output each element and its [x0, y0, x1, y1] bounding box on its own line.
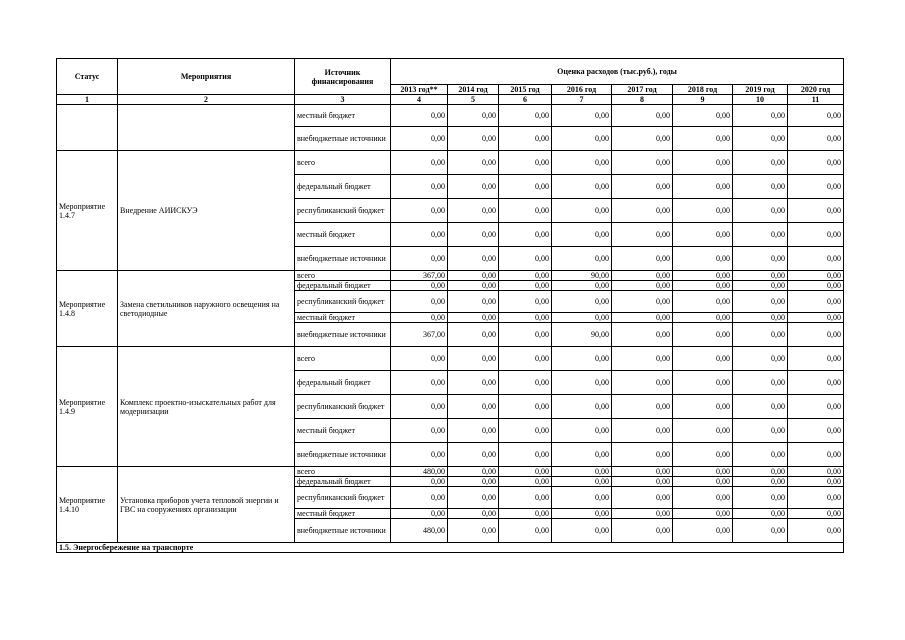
value-cell: 0,00	[448, 223, 499, 247]
value-cell: 0,00	[673, 467, 733, 477]
value-cell: 0,00	[612, 487, 673, 509]
value-cell: 0,00	[552, 467, 612, 477]
value-cell: 0,00	[552, 477, 612, 487]
value-cell: 0,00	[552, 281, 612, 291]
value-cell: 0,00	[788, 271, 844, 281]
value-cell: 0,00	[733, 151, 788, 175]
funding-source-cell: республиканский бюджет	[295, 199, 391, 223]
value-cell: 0,00	[391, 151, 448, 175]
value-cell: 0,00	[499, 223, 552, 247]
value-cell: 0,00	[448, 347, 499, 371]
value-cell: 0,00	[552, 291, 612, 313]
header-column-index: 6	[499, 95, 552, 105]
value-cell: 0,00	[673, 487, 733, 509]
value-cell: 0,00	[499, 127, 552, 151]
header-column-index: 4	[391, 95, 448, 105]
status-cell: Мероприятие 1.4.9	[57, 347, 118, 467]
value-cell: 0,00	[391, 281, 448, 291]
header-column-index: 9	[673, 95, 733, 105]
value-cell: 0,00	[788, 419, 844, 443]
value-cell: 0,00	[733, 395, 788, 419]
value-cell: 0,00	[788, 371, 844, 395]
expense-table	[56, 58, 844, 553]
header-estimate: Оценка расходов (тыс.руб.), годы	[391, 59, 844, 85]
table-row	[57, 347, 844, 371]
event-cell: Внедрение АИИСКУЭ	[118, 151, 295, 271]
funding-source-cell: республиканский бюджет	[295, 395, 391, 419]
value-cell: 0,00	[552, 247, 612, 271]
value-cell: 0,00	[552, 347, 612, 371]
value-cell: 0,00	[612, 371, 673, 395]
value-cell: 0,00	[733, 291, 788, 313]
value-cell: 367,00	[391, 323, 448, 347]
value-cell: 0,00	[552, 519, 612, 543]
value-cell: 0,00	[499, 313, 552, 323]
status-cell: Мероприятие 1.4.10	[57, 467, 118, 543]
section-row	[57, 543, 844, 553]
funding-source-cell: внебюджетные источники	[295, 247, 391, 271]
value-cell: 0,00	[733, 105, 788, 127]
funding-source-cell: внебюджетные источники	[295, 127, 391, 151]
funding-source-cell: местный бюджет	[295, 223, 391, 247]
value-cell: 0,00	[788, 247, 844, 271]
value-cell: 0,00	[612, 291, 673, 313]
value-cell: 0,00	[499, 395, 552, 419]
value-cell: 0,00	[612, 151, 673, 175]
value-cell: 0,00	[499, 371, 552, 395]
value-cell: 0,00	[673, 323, 733, 347]
header-column-index: 3	[295, 95, 391, 105]
value-cell: 0,00	[733, 247, 788, 271]
value-cell: 0,00	[552, 313, 612, 323]
value-cell: 0,00	[733, 371, 788, 395]
funding-source-cell: местный бюджет	[295, 313, 391, 323]
value-cell: 0,00	[673, 313, 733, 323]
value-cell: 0,00	[673, 105, 733, 127]
value-cell: 0,00	[673, 271, 733, 281]
header-year: 2017 год	[612, 85, 673, 95]
value-cell: 0,00	[733, 419, 788, 443]
value-cell: 0,00	[673, 371, 733, 395]
value-cell: 0,00	[448, 281, 499, 291]
value-cell: 0,00	[552, 395, 612, 419]
funding-source-cell: республиканский бюджет	[295, 487, 391, 509]
status-cell	[57, 105, 118, 151]
value-cell: 0,00	[448, 323, 499, 347]
value-cell: 0,00	[391, 247, 448, 271]
value-cell: 0,00	[788, 127, 844, 151]
value-cell: 0,00	[391, 487, 448, 509]
value-cell: 0,00	[788, 175, 844, 199]
value-cell: 0,00	[733, 175, 788, 199]
value-cell: 0,00	[391, 175, 448, 199]
value-cell: 0,00	[612, 443, 673, 467]
value-cell: 0,00	[499, 323, 552, 347]
value-cell: 0,00	[499, 443, 552, 467]
value-cell: 0,00	[733, 199, 788, 223]
value-cell: 0,00	[391, 223, 448, 247]
value-cell: 0,00	[552, 127, 612, 151]
header-year: 2016 год	[552, 85, 612, 95]
value-cell: 0,00	[448, 395, 499, 419]
value-cell: 0,00	[448, 509, 499, 519]
header-column-index: 1	[57, 95, 118, 105]
value-cell: 0,00	[673, 223, 733, 247]
value-cell: 0,00	[391, 127, 448, 151]
value-cell: 0,00	[673, 247, 733, 271]
value-cell: 0,00	[552, 105, 612, 127]
value-cell: 0,00	[673, 419, 733, 443]
value-cell: 0,00	[612, 467, 673, 477]
value-cell: 0,00	[499, 291, 552, 313]
table-row	[57, 151, 844, 175]
value-cell: 0,00	[788, 487, 844, 509]
value-cell: 0,00	[733, 313, 788, 323]
value-cell: 0,00	[673, 477, 733, 487]
header-column-index: 10	[733, 95, 788, 105]
value-cell: 0,00	[673, 291, 733, 313]
value-cell: 367,00	[391, 271, 448, 281]
value-cell: 0,00	[499, 347, 552, 371]
value-cell: 0,00	[612, 223, 673, 247]
funding-source-cell: внебюджетные источники	[295, 323, 391, 347]
value-cell: 0,00	[448, 271, 499, 281]
header-year: 2014 год	[448, 85, 499, 95]
funding-source-cell: республиканский бюджет	[295, 291, 391, 313]
funding-source-cell: федеральный бюджет	[295, 175, 391, 199]
value-cell: 0,00	[733, 519, 788, 543]
value-cell: 0,00	[788, 151, 844, 175]
value-cell: 0,00	[448, 175, 499, 199]
value-cell: 0,00	[788, 347, 844, 371]
header-year: 2018 год	[673, 85, 733, 95]
value-cell: 0,00	[499, 151, 552, 175]
funding-source-cell: всего	[295, 347, 391, 371]
value-cell: 0,00	[448, 519, 499, 543]
funding-source-cell: всего	[295, 467, 391, 477]
value-cell: 0,00	[673, 127, 733, 151]
value-cell: 0,00	[448, 199, 499, 223]
value-cell: 90,00	[552, 271, 612, 281]
value-cell: 0,00	[391, 313, 448, 323]
funding-source-cell: федеральный бюджет	[295, 281, 391, 291]
value-cell: 0,00	[612, 105, 673, 127]
value-cell: 0,00	[552, 419, 612, 443]
value-cell: 0,00	[673, 281, 733, 291]
value-cell: 0,00	[673, 151, 733, 175]
header-year: 2013 год**	[391, 85, 448, 95]
table-body	[57, 105, 844, 553]
value-cell: 0,00	[612, 419, 673, 443]
header-status: Статус	[57, 59, 118, 95]
value-cell: 0,00	[499, 509, 552, 519]
value-cell: 0,00	[448, 443, 499, 467]
value-cell: 0,00	[499, 519, 552, 543]
value-cell: 90,00	[552, 323, 612, 347]
value-cell: 0,00	[612, 247, 673, 271]
funding-source-cell: внебюджетные источники	[295, 519, 391, 543]
value-cell: 0,00	[552, 443, 612, 467]
header-column-index: 11	[788, 95, 844, 105]
value-cell: 0,00	[733, 271, 788, 281]
event-cell: Замена светильников наружного освещения на светодиодные	[118, 271, 295, 347]
status-cell: Мероприятие 1.4.7	[57, 151, 118, 271]
value-cell: 0,00	[788, 519, 844, 543]
value-cell: 0,00	[552, 487, 612, 509]
table-row	[57, 467, 844, 477]
value-cell: 0,00	[733, 223, 788, 247]
value-cell: 0,00	[499, 467, 552, 477]
value-cell: 0,00	[391, 347, 448, 371]
table-row	[57, 271, 844, 281]
value-cell: 0,00	[673, 199, 733, 223]
header-column-index: 8	[612, 95, 673, 105]
value-cell: 0,00	[448, 419, 499, 443]
value-cell: 0,00	[788, 477, 844, 487]
value-cell: 0,00	[499, 281, 552, 291]
value-cell: 0,00	[612, 323, 673, 347]
value-cell: 0,00	[499, 105, 552, 127]
value-cell: 0,00	[448, 313, 499, 323]
funding-source-cell: местный бюджет	[295, 509, 391, 519]
value-cell: 0,00	[448, 151, 499, 175]
header-year: 2019 год	[733, 85, 788, 95]
funding-source-cell: всего	[295, 151, 391, 175]
value-cell: 0,00	[499, 247, 552, 271]
value-cell: 480,00	[391, 467, 448, 477]
value-cell: 480,00	[391, 519, 448, 543]
value-cell: 0,00	[499, 199, 552, 223]
value-cell: 0,00	[391, 477, 448, 487]
value-cell: 0,00	[612, 519, 673, 543]
value-cell: 0,00	[788, 199, 844, 223]
value-cell: 0,00	[612, 199, 673, 223]
value-cell: 0,00	[733, 347, 788, 371]
value-cell: 0,00	[612, 477, 673, 487]
value-cell: 0,00	[391, 291, 448, 313]
value-cell: 0,00	[612, 313, 673, 323]
value-cell: 0,00	[788, 291, 844, 313]
value-cell: 0,00	[499, 175, 552, 199]
value-cell: 0,00	[673, 347, 733, 371]
value-cell: 0,00	[673, 519, 733, 543]
value-cell: 0,00	[552, 151, 612, 175]
header-event: Мероприятия	[118, 59, 295, 95]
value-cell: 0,00	[733, 467, 788, 477]
value-cell: 0,00	[788, 105, 844, 127]
header-source: Источник финансирования	[295, 59, 391, 95]
value-cell: 0,00	[673, 395, 733, 419]
funding-source-cell: федеральный бюджет	[295, 371, 391, 395]
value-cell: 0,00	[612, 509, 673, 519]
value-cell: 0,00	[612, 127, 673, 151]
value-cell: 0,00	[733, 281, 788, 291]
value-cell: 0,00	[448, 127, 499, 151]
value-cell: 0,00	[448, 105, 499, 127]
value-cell: 0,00	[612, 175, 673, 199]
value-cell: 0,00	[448, 467, 499, 477]
value-cell: 0,00	[448, 477, 499, 487]
event-cell	[118, 105, 295, 151]
header-column-index: 7	[552, 95, 612, 105]
value-cell: 0,00	[733, 487, 788, 509]
value-cell: 0,00	[552, 199, 612, 223]
value-cell: 0,00	[788, 395, 844, 419]
section-title: 1.5. Энергосбережение на транспорте	[57, 543, 844, 553]
value-cell: 0,00	[448, 371, 499, 395]
event-cell: Установка приборов учета тепловой энергии и ГВС на сооружениях организации	[118, 467, 295, 543]
value-cell: 0,00	[612, 281, 673, 291]
value-cell: 0,00	[673, 509, 733, 519]
funding-source-cell: местный бюджет	[295, 105, 391, 127]
funding-source-cell: всего	[295, 271, 391, 281]
value-cell: 0,00	[788, 323, 844, 347]
value-cell: 0,00	[788, 467, 844, 477]
value-cell: 0,00	[391, 199, 448, 223]
value-cell: 0,00	[788, 281, 844, 291]
value-cell: 0,00	[733, 443, 788, 467]
value-cell: 0,00	[499, 271, 552, 281]
value-cell: 0,00	[733, 127, 788, 151]
header-year: 2020 год	[788, 85, 844, 95]
value-cell: 0,00	[733, 323, 788, 347]
table-row	[57, 105, 844, 127]
value-cell: 0,00	[612, 395, 673, 419]
value-cell: 0,00	[448, 487, 499, 509]
value-cell: 0,00	[673, 175, 733, 199]
value-cell: 0,00	[733, 509, 788, 519]
value-cell: 0,00	[788, 443, 844, 467]
value-cell: 0,00	[499, 487, 552, 509]
value-cell: 0,00	[391, 105, 448, 127]
value-cell: 0,00	[733, 477, 788, 487]
funding-source-cell: федеральный бюджет	[295, 477, 391, 487]
value-cell: 0,00	[552, 509, 612, 519]
index-header-row	[57, 95, 844, 105]
value-cell: 0,00	[391, 371, 448, 395]
value-cell: 0,00	[673, 443, 733, 467]
value-cell: 0,00	[552, 175, 612, 199]
funding-source-cell: местный бюджет	[295, 419, 391, 443]
value-cell: 0,00	[448, 247, 499, 271]
value-cell: 0,00	[499, 477, 552, 487]
value-cell: 0,00	[391, 419, 448, 443]
value-cell: 0,00	[552, 371, 612, 395]
header-year: 2015 год	[499, 85, 552, 95]
value-cell: 0,00	[788, 223, 844, 247]
value-cell: 0,00	[448, 291, 499, 313]
header-column-index: 2	[118, 95, 295, 105]
value-cell: 0,00	[788, 509, 844, 519]
value-cell: 0,00	[391, 509, 448, 519]
value-cell: 0,00	[552, 223, 612, 247]
value-cell: 0,00	[612, 271, 673, 281]
value-cell: 0,00	[391, 395, 448, 419]
value-cell: 0,00	[391, 443, 448, 467]
value-cell: 0,00	[612, 347, 673, 371]
value-cell: 0,00	[788, 313, 844, 323]
status-cell: Мероприятие 1.4.8	[57, 271, 118, 347]
funding-source-cell: внебюджетные источники	[295, 443, 391, 467]
value-cell: 0,00	[499, 419, 552, 443]
header-column-index: 5	[448, 95, 499, 105]
event-cell: Комплекс проектно-изыскательных работ для модернизации	[118, 347, 295, 467]
